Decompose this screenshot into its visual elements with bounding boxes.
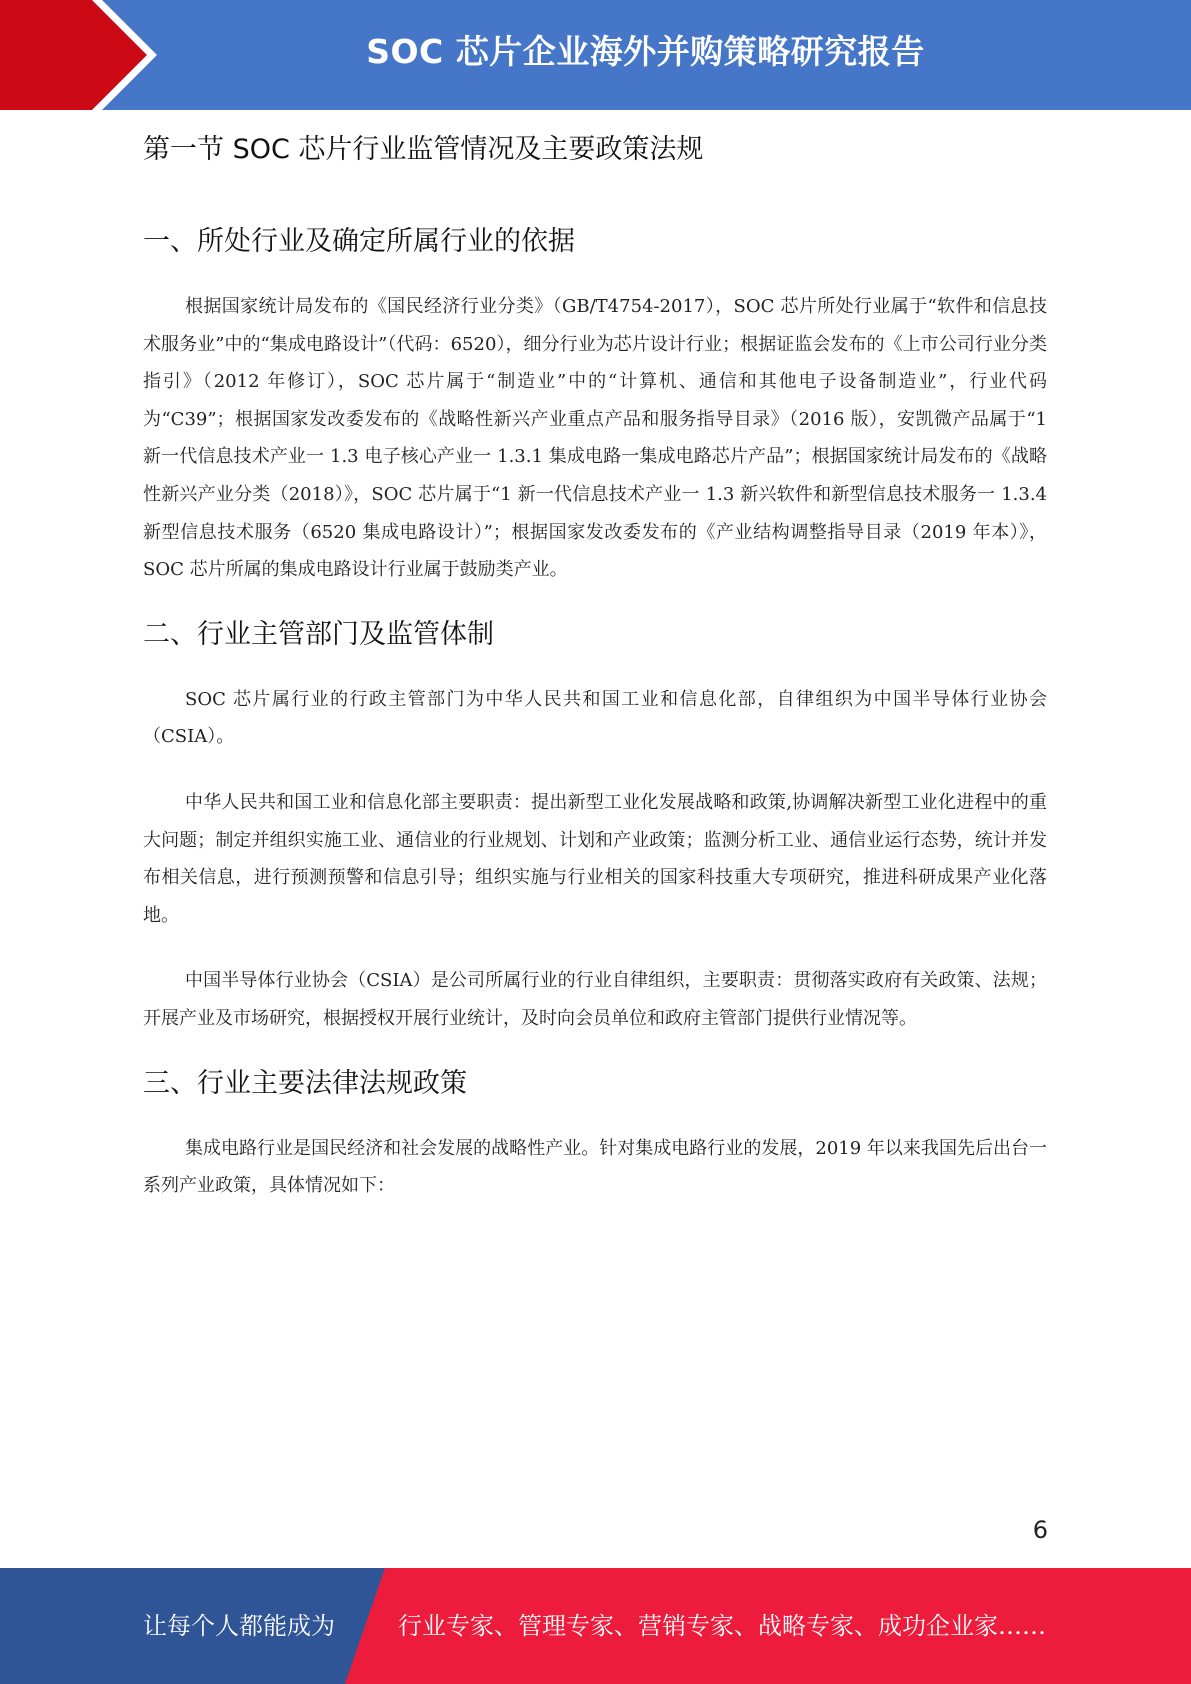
- paragraph: SOC 芯片属行业的行政主管部门为中华人民共和国工业和信息化部，自律组织为中国半导体行业协会（CSIA）。: [143, 688, 1047, 748]
- subsection-heading: 三、行业主要法律法规政策: [143, 1067, 467, 1099]
- subsection-heading: 一、所处行业及确定所属行业的依据: [143, 226, 575, 257]
- footer-slogan-right: 行业专家、管理专家、营销专家、战略专家、成功企业家……: [398, 1612, 1046, 1640]
- section-title: 第一节 SOC 芯片行业监管情况及主要政策法规: [143, 134, 704, 165]
- paragraph: 中国半导体行业协会（CSIA）是公司所属行业的行业自律组织，主要职责：贯彻落实政府有关政策、法规；开展产业及市场研究，根据授权开展行业统计，及时向会员单位和政府主管部门提供行业情况等。: [143, 970, 1047, 1029]
- paragraph: 中华人民共和国工业和信息化部主要职责：提出新型工业化发展战略和政策,协调解决新型工业化进程中的重大问题；制定并组织实施工业、通信业的行业规划、计划和产业政策；监测分析工业、通信业运行态势，统计并发布相关信息，进行预测预警和信息引导；组织实施与行业相关的国家科技重大专项研究，推进科研成果产业化落地。: [143, 791, 1047, 926]
- page-content: [143, 128, 1047, 1233]
- footer-slogan-left: 让每个人都能成为: [143, 1612, 335, 1640]
- report-title: SOC 芯片企业海外并购策略研究报告: [366, 32, 925, 71]
- red-chevron-graphic: [0, 0, 160, 110]
- paragraph: 集成电路行业是国民经济和社会发展的战略性产业。针对集成电路行业的发展，2019 年以来我国先后出台一系列产业政策，具体情况如下：: [143, 1137, 1047, 1197]
- footer-banner: [0, 1568, 1191, 1684]
- header-banner: [0, 0, 1191, 110]
- subsection-heading: 二、行业主管部门及监管体制: [143, 618, 494, 650]
- paragraph: 根据国家统计局发布的《国民经济行业分类》（GB/T4754-2017），SOC 芯片所处行业属于“软件和信息技术服务业”中的“集成电路设计”（代码：6520），细分行业为芯片设计行业；根据证监会发布的《上市公司行业分类指引》（2012 年修订），SOC 芯片属于“制造业”中的“计算机、通信和其他电子设备制造业”，行业代码为“C39”；根据国家发改委发布的《战略性新兴产业重点产品和服务指导目录》（2016 版），安凯微产品属于“1 新一代信息技术产业一 1.3 电子核心产业一 1.3.1 集成电路一集成电路芯片产品”；根据国家统计局发布的《战略性新兴产业分类（2018）》，SOC 芯片属于“1 新一代信息技术产业一 1.3 新兴软件和新型信息技术服务一 1.3.4 新型信息技术服务（6520 集成电路设计）”；根据国家发改委发布的《产业结构调整指导目录（2019 年本）》，SOC 芯片所属的集成电路设计行业属于鼓励类产业。: [143, 296, 1047, 581]
- page-number: 6: [1032, 1516, 1048, 1544]
